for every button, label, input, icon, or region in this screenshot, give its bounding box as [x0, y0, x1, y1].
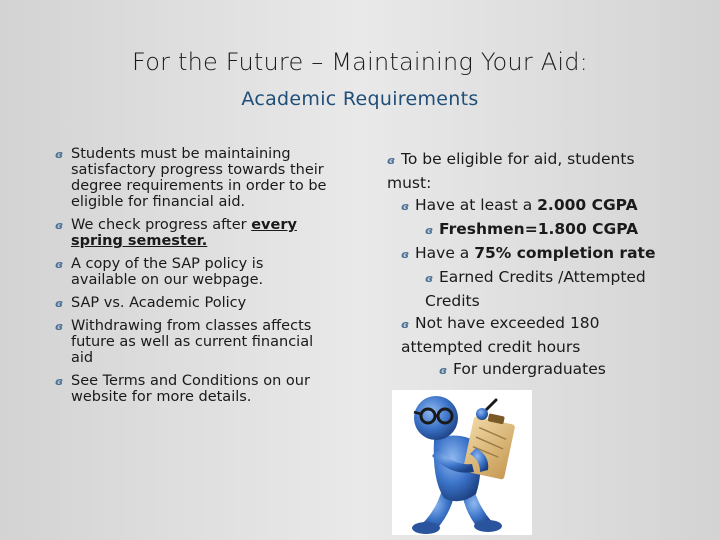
bullet-icon: ɞ — [55, 258, 64, 271]
left-bullet-text: See Terms and Conditions on our website for more details. — [71, 373, 310, 405]
undergrad-text: For undergraduates — [453, 360, 606, 378]
bullet-icon: ɞ — [425, 224, 434, 237]
slide-subtitle: Academic Requirements — [241, 88, 479, 110]
freshmen-requirement — [365, 218, 665, 242]
credit-hours-text: Not have exceeded 180 attempted credit hours — [401, 314, 600, 356]
left-bullet-3 — [55, 256, 333, 288]
bullet-icon: ɞ — [401, 200, 410, 213]
bullet-icon: ɞ — [55, 297, 64, 310]
bullet-icon: ɞ — [387, 154, 396, 167]
left-bullet-text: A copy of the SAP policy is available on our webpage. — [71, 256, 264, 288]
left-bullet-2 — [55, 217, 333, 249]
right-column — [365, 148, 665, 382]
left-column — [55, 146, 333, 412]
clipboard-figure-illustration — [392, 390, 532, 535]
slide-title: For the Future – Maintaining Your Aid: — [132, 48, 588, 76]
left-bullet-text: We check progress after — [71, 217, 247, 233]
spring-semester-emphasis: every spring semester. — [71, 217, 297, 249]
left-bullet-6 — [55, 373, 333, 405]
bullet-icon: ɞ — [55, 219, 64, 232]
bullet-icon: ɞ — [401, 248, 410, 261]
left-bullet-text: Withdrawing from classes affects future as well as current financial aid — [71, 318, 314, 366]
completion-requirement — [365, 242, 665, 266]
left-bullet-text: Students must be maintaining satisfactory progress towards their degree requirements in order to be eligible for financial aid. — [71, 146, 327, 210]
bullet-icon: ɞ — [55, 320, 64, 333]
bullet-icon: ɞ — [425, 272, 434, 285]
earned-credits-text: Earned Credits /Attempted Credits — [425, 268, 646, 310]
bullet-icon: ɞ — [55, 375, 64, 388]
bullet-icon: ɞ — [439, 364, 448, 377]
eligibility-intro — [365, 148, 665, 194]
earned-credits-note — [365, 266, 665, 312]
left-bullet-5 — [55, 318, 333, 366]
clipboard-person-icon — [392, 390, 532, 535]
cgpa-prefix: Have at least a — [415, 196, 538, 214]
credit-hours-requirement — [365, 312, 665, 358]
completion-value: 75% completion rate — [474, 244, 656, 262]
completion-prefix: Have a — [415, 244, 475, 262]
left-bullet-1 — [55, 146, 333, 210]
undergrad-note — [365, 358, 665, 382]
freshmen-text: Freshmen=1.800 CGPA — [439, 220, 639, 238]
left-bullet-4 — [55, 295, 333, 311]
bullet-icon: ɞ — [401, 318, 410, 331]
cgpa-requirement — [365, 194, 665, 218]
bullet-icon: ɞ — [55, 148, 64, 161]
left-bullet-text: SAP vs. Academic Policy — [71, 295, 247, 311]
eligibility-text: To be eligible for aid, students must: — [387, 150, 635, 192]
cgpa-value: 2.000 CGPA — [537, 196, 638, 214]
